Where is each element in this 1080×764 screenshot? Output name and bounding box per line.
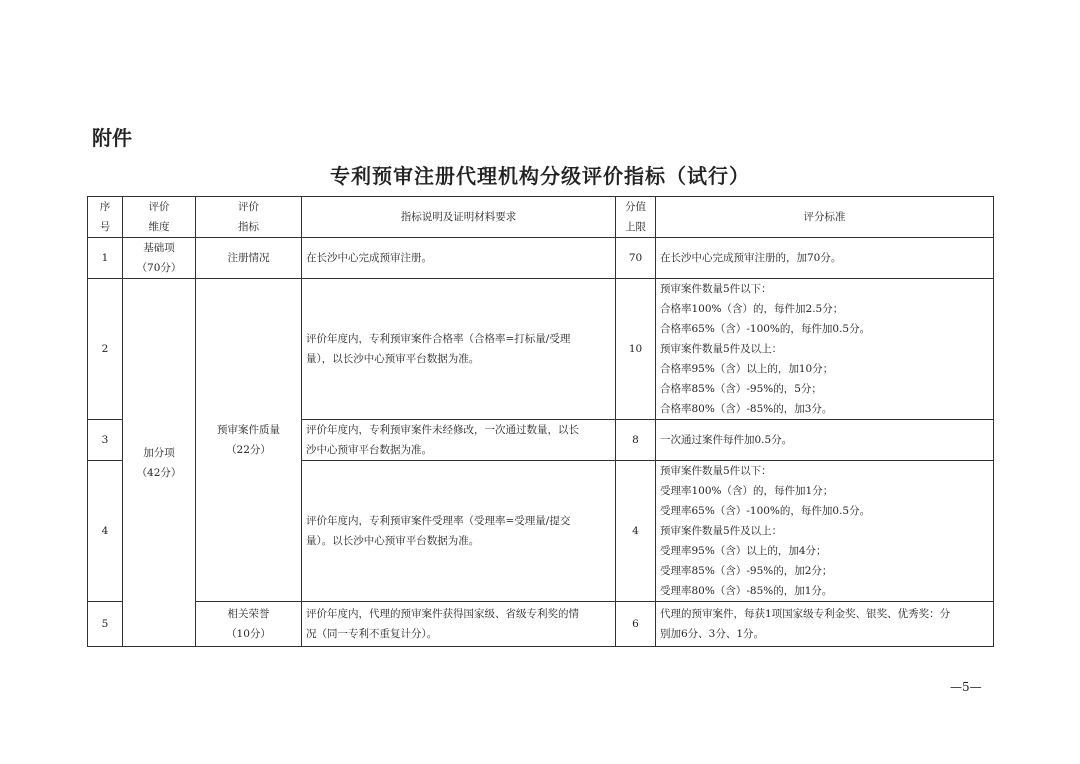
table-row bbox=[88, 602, 994, 647]
row-description: 评价年度内，专利预审案件合格率（合格率=打标量/受理 量），以长沙中心预审平台数据为准。 bbox=[302, 279, 616, 420]
row-standard: 预审案件数量5件以下： 合格率100%（含）的，每件加2.5分； 合格率65%（含）-100%的，每件加0.5分。 预审案件数量5件及以上： 合格率95%（含）以上的，加10分； 合格率85%（含）-95%的，5分； 合格率80%（含）-85%的，加3分。 bbox=[656, 279, 994, 420]
dimension-basic: 基础项 （70分） bbox=[123, 238, 196, 279]
page-number: —5— bbox=[950, 680, 982, 694]
header-seq: 序 号 bbox=[88, 197, 123, 238]
row-standard: 在长沙中心完成预审注册的，加70分。 bbox=[656, 238, 994, 279]
row-max-score: 8 bbox=[616, 420, 656, 461]
table-row bbox=[88, 279, 994, 420]
attachment-label: 附件 bbox=[92, 126, 132, 150]
row-seq: 4 bbox=[88, 461, 123, 602]
row-seq: 1 bbox=[88, 238, 123, 279]
header-description: 指标说明及证明材料要求 bbox=[302, 197, 616, 238]
row-max-score: 70 bbox=[616, 238, 656, 279]
indicator-case-quality: 预审案件质量 （22分） bbox=[196, 279, 302, 602]
row-description: 评价年度内，代理的预审案件获得国家级、省级专利奖的情 况（同一专利不重复计分）。 bbox=[302, 602, 616, 647]
header-max-score: 分值 上限 bbox=[616, 197, 656, 238]
table-header-row bbox=[88, 197, 994, 238]
header-standard: 评分标准 bbox=[656, 197, 994, 238]
table-row bbox=[88, 238, 994, 279]
row-description: 评价年度内，专利预审案件未经修改，一次通过数量，以长 沙中心预审平台数据为准。 bbox=[302, 420, 616, 461]
row-standard: 预审案件数量5件以下： 受理率100%（含）的，每件加1分； 受理率65%（含）-100%的，每件加0.5分。 预审案件数量5件及以上： 受理率95%（含）以上的，加4分； 受理率85%（含）-95%的，加2分； 受理率80%（含）-85%的，加1分。 bbox=[656, 461, 994, 602]
row-max-score: 10 bbox=[616, 279, 656, 420]
dimension-bonus: 加分项 （42分） bbox=[123, 279, 196, 647]
row-standard: 一次通过案件每件加0.5分。 bbox=[656, 420, 994, 461]
row-standard: 代理的预审案件，每获1项国家级专利金奖、银奖、优秀奖：分 别加6分、3分、1分。 bbox=[656, 602, 994, 647]
indicator-registration: 注册情况 bbox=[196, 238, 302, 279]
row-seq: 5 bbox=[88, 602, 123, 647]
row-max-score: 6 bbox=[616, 602, 656, 647]
row-description: 在长沙中心完成预审注册。 bbox=[302, 238, 616, 279]
row-seq: 3 bbox=[88, 420, 123, 461]
row-max-score: 4 bbox=[616, 461, 656, 602]
row-seq: 2 bbox=[88, 279, 123, 420]
header-indicator: 评价 指标 bbox=[196, 197, 302, 238]
evaluation-table bbox=[87, 196, 994, 647]
indicator-honors: 相关荣誉 （10分） bbox=[196, 602, 302, 647]
header-dimension: 评价 维度 bbox=[123, 197, 196, 238]
page-title: 专利预审注册代理机构分级评价指标（试行） bbox=[330, 164, 750, 188]
row-description: 评价年度内，专利预审案件受理率（受理率=受理量/提交 量）。以长沙中心预审平台数据为准。 bbox=[302, 461, 616, 602]
